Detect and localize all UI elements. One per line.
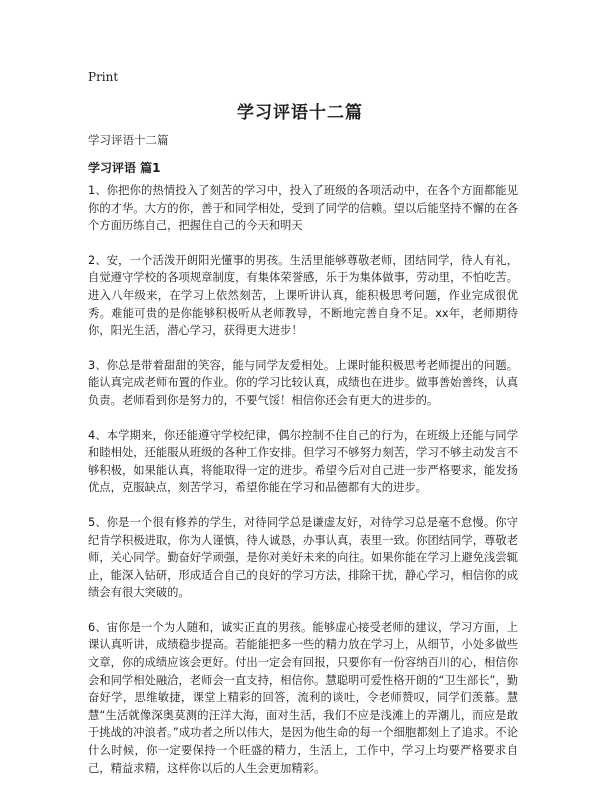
article-body [88, 182, 518, 794]
page-title: 学习评语十二篇 [237, 103, 363, 123]
comment-paragraph-3: 3、你总是带着甜甜的笑容，能与同学友爱相处。上课时能积极思考老师提出的问题。能认真完成老师布置的作业。你的学习比较认真，成绩也在进步。做事善始善终，认真负责。老师看到你是努力的，不要气馁！相信你还会有更大的进步的。 [88, 358, 518, 407]
document-subtitle: 学习评语十二篇 [88, 133, 169, 147]
comment-paragraph-4: 4、本学期来，你还能遵守学校纪律，偶尔控制不住自己的行为，在班级上还能与同学和睦相处，还能服从班级的各种工作安排。但学习不够努力刻苦，学习不够主动发言不够积极，如果能认真，将能取得一定的进步。希望今后对自己进一步严格要求，能发扬优点，克服缺点，刻苦学习，希望你能在学习和品德都有大的进步。 [88, 428, 518, 495]
section-heading: 学习评语 篇1 [88, 161, 161, 175]
comment-paragraph-6: 6、宙你是一个为人随和，诚实正直的男孩。能够虚心接受老师的建议，学习方面，上课认真听讲，成绩稳步提高。若能能把多一些的精力放在学习上，从细节，小处多做些文章，你的成绩应该会更好。付出一定会有回报，只要你有一份容纳百川的心，相信你会和同学相处融洽，老师会一直支持，相信你。慧聪明可爱性格开朗的“卫生部长”，勤奋好学，思维敏捷，课堂上精彩的回答，流利的谈吐，令老师赞叹，同学们羡慕。慧慧“生活就像深奥莫测的汪洋大海，面对生活，我们不应是浅滩上的弄潮儿，而应是敢于挑战的冲浪者。”成功者之所以伟大，是因为他生命的每一个细胞都刻上了追求。不论什么时候，你一定要保持一个旺盛的精力，生活上，工作中，学习上均要严格要求自己，精益求精，这样你以后的人生会更加精彩。 [88, 620, 518, 775]
comment-paragraph-1: 1、你把你的热情投入了刻苦的学习中，投入了班级的各项活动中，在各个方面都能见你的才华。大方的你，善于和同学相处，受到了同学的信赖。望以后能坚持不懈的在各个方面历练自己，把握住自己的今天和明天 [88, 184, 518, 233]
print-link[interactable]: Print [88, 70, 119, 84]
comment-paragraph-2: 2、安，一个活泼开朗阳光懂事的男孩。生活里能够尊敬老师，团结同学，待人有礼，自觉遵守学校的各项规章制度，有集体荣誉感，乐于为集体做事，劳动里，不怕吃苦。进入八年级来，在学习上依然刻苦，上课听讲认真，能积极思考问题，作业完成很优秀。难能可贵的是你能够积极听从老师教导，不断地完善自身不足。xx年，老师期待你，阳光生活，潜心学习，获得更大进步！ [88, 253, 518, 338]
comment-paragraph-5: 5、你是一个很有修养的学生，对待同学总是谦虚友好，对待学习总是毫不怠慢。你守纪肯学积极进取，你为人谨慎，待人诚恳，办事认真，表里一致。你团结同学，尊敬老师，关心同学。勤奋好学顽强，是你对美好未来的向往。如果你能在学习上避免浅尝辄止，能深入钻研，形成适合自己的良好的学习方法，排除干扰，静心学习，相信你的成绩会有很大突破的。 [88, 515, 518, 600]
